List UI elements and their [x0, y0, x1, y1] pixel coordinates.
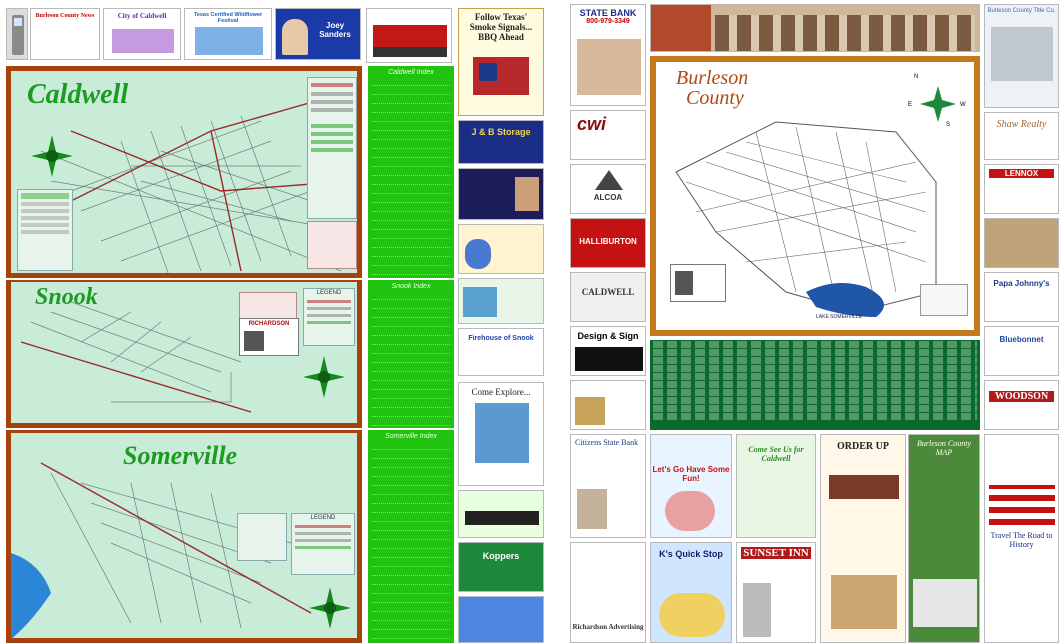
snook-legend	[303, 288, 355, 346]
map-title: Snook	[35, 284, 98, 310]
ad-title: Travel The Road to History	[990, 531, 1053, 549]
ad-title: ALCOA	[593, 193, 623, 202]
county-index-table	[650, 340, 980, 430]
ad-title: Follow Texas' Smoke Signals... BBQ Ahead	[469, 12, 533, 42]
ad-county-map	[908, 434, 980, 643]
caldwell-legend	[307, 77, 357, 219]
ad-building	[458, 490, 544, 538]
compass-e: E	[908, 102, 913, 108]
somerville-legend	[291, 513, 355, 575]
ad-burleson-title-co	[984, 4, 1059, 108]
right-sheet	[566, 0, 1059, 643]
parks-legend	[17, 189, 73, 271]
index-title: Caldwell Index	[388, 69, 434, 76]
ad-title: Citizens State Bank	[575, 438, 639, 447]
ad-cpa	[458, 168, 544, 220]
compass-rose-icon	[307, 585, 353, 631]
ad-title: Texas Certified Wildflower Festival	[193, 12, 263, 24]
lake-label: LAKE SOMERVILLE	[816, 314, 863, 320]
legend-title: LEGEND	[310, 515, 336, 521]
ad-sprinkler	[458, 278, 544, 324]
ad-title: K's Quick Stop	[659, 549, 723, 559]
ad-title: Burleson County Title Co.	[987, 8, 1056, 14]
ad-title: Koppers	[482, 551, 520, 561]
ad-fire-station	[984, 218, 1059, 268]
ad-title: HALLIBURTON	[579, 237, 637, 246]
ad-fun	[650, 434, 732, 538]
county-legend	[920, 284, 968, 316]
legend-title: LEGEND	[316, 290, 342, 296]
ad-financial	[570, 380, 646, 430]
ad-title: Burleson County News	[35, 13, 95, 19]
index-title: Snook Index	[391, 283, 431, 290]
ad-cwi	[570, 110, 646, 160]
lake-somerville	[806, 283, 884, 317]
caldwell-map	[6, 66, 362, 278]
ad-title: Joey Sanders	[319, 21, 351, 39]
ad-title: Shaw Realty	[996, 119, 1047, 130]
ad-design-sign	[570, 326, 646, 376]
map-title: Somerville	[123, 441, 238, 470]
compass-rose-icon	[918, 84, 958, 124]
county-title-line1: Burleson	[676, 67, 749, 89]
ad-title: WOODSON	[989, 391, 1054, 402]
ad-burleson-county-news	[30, 8, 100, 60]
ad-shaw-realty	[984, 112, 1059, 160]
ad-blue	[458, 596, 544, 643]
ad-title: Richardson Advertising	[572, 623, 644, 631]
index-title: Somerville Index	[385, 433, 437, 440]
ad-title: Come Explore...	[471, 387, 531, 397]
ad-halliburton	[570, 218, 646, 268]
ad-sunset-inn	[736, 542, 816, 643]
ad-woodson	[984, 380, 1059, 430]
ad-title: CALDWELL	[581, 287, 635, 297]
ad-phone	[6, 8, 28, 60]
ad-title: LENNOX	[989, 169, 1054, 178]
map-title: Caldwell	[27, 79, 129, 110]
caldwell-index	[368, 66, 454, 278]
ad-title: ORDER UP	[837, 441, 889, 452]
ad-colored-1	[458, 120, 544, 164]
ad-title: Bluebonnet	[999, 335, 1044, 344]
ad-title: Come See Us for Caldwell	[748, 445, 804, 463]
ad-order-up	[820, 434, 906, 643]
ad-firehouse	[458, 328, 544, 376]
ad-joey-sanders	[275, 8, 361, 60]
compass-n: N	[914, 74, 919, 80]
richardson-label: RICHARDSON	[248, 321, 290, 327]
ad-bluebonnet	[984, 326, 1059, 376]
caldwell-legend-2	[307, 221, 357, 269]
compass-rose-icon	[301, 354, 347, 400]
photo-band	[650, 4, 980, 52]
ad-caldwell	[570, 272, 646, 322]
ad-travel-road	[984, 434, 1059, 643]
compass-w: W	[960, 102, 966, 108]
ad-cartoon	[458, 224, 544, 274]
compass-rose-icon	[29, 133, 75, 179]
ad-richardson-snook	[239, 318, 299, 356]
ad-caldwell-come-see	[736, 434, 816, 538]
somerville-map	[6, 430, 362, 643]
somerville-index	[368, 430, 454, 643]
ad-title: Burleson County MAP	[917, 439, 971, 457]
ad-title: Papa Johnny's	[993, 279, 1050, 288]
ad-richardson-advertising	[570, 542, 646, 643]
county-title-line2: County	[686, 87, 744, 109]
snook-index	[368, 280, 454, 428]
ad-koppers	[458, 542, 544, 592]
alcoa-logo-icon	[594, 169, 624, 191]
ad-hall	[366, 8, 452, 63]
ad-title: SUNSET INN	[741, 547, 811, 559]
somerville-points-of-interest	[237, 513, 287, 561]
ad-title: J & B Storage	[471, 127, 531, 137]
ad-richardson-county	[670, 264, 726, 302]
sheet-gap	[556, 0, 566, 643]
ad-ks-quick-stop	[650, 542, 732, 643]
ad-title: Firehouse of Snook	[468, 335, 534, 342]
snook-map	[6, 280, 362, 428]
ad-title: STATE BANK	[579, 8, 637, 18]
county-map	[650, 56, 980, 336]
ad-wildflower	[184, 8, 272, 60]
ad-citizens	[570, 434, 646, 538]
ad-phone: 800-979-3349	[586, 18, 630, 25]
ad-follow-smoke-signals	[458, 8, 544, 116]
ad-alcoa	[570, 164, 646, 214]
ad-state-bank	[570, 4, 646, 106]
county-map-inner	[656, 62, 974, 330]
ad-papa-johnnys	[984, 272, 1059, 322]
ad-title: Let's Go Have Some Fun!	[652, 465, 730, 483]
phone-icon	[7, 9, 28, 60]
compass-s: S	[946, 122, 951, 128]
ad-come-explore	[458, 382, 544, 486]
ad-title: City of Caldwell	[117, 12, 167, 20]
ad-title: cwi	[577, 114, 607, 134]
ad-lennox	[984, 164, 1059, 214]
ad-title: Design & Sign	[577, 331, 639, 341]
ad-city-of-caldwell	[103, 8, 181, 60]
